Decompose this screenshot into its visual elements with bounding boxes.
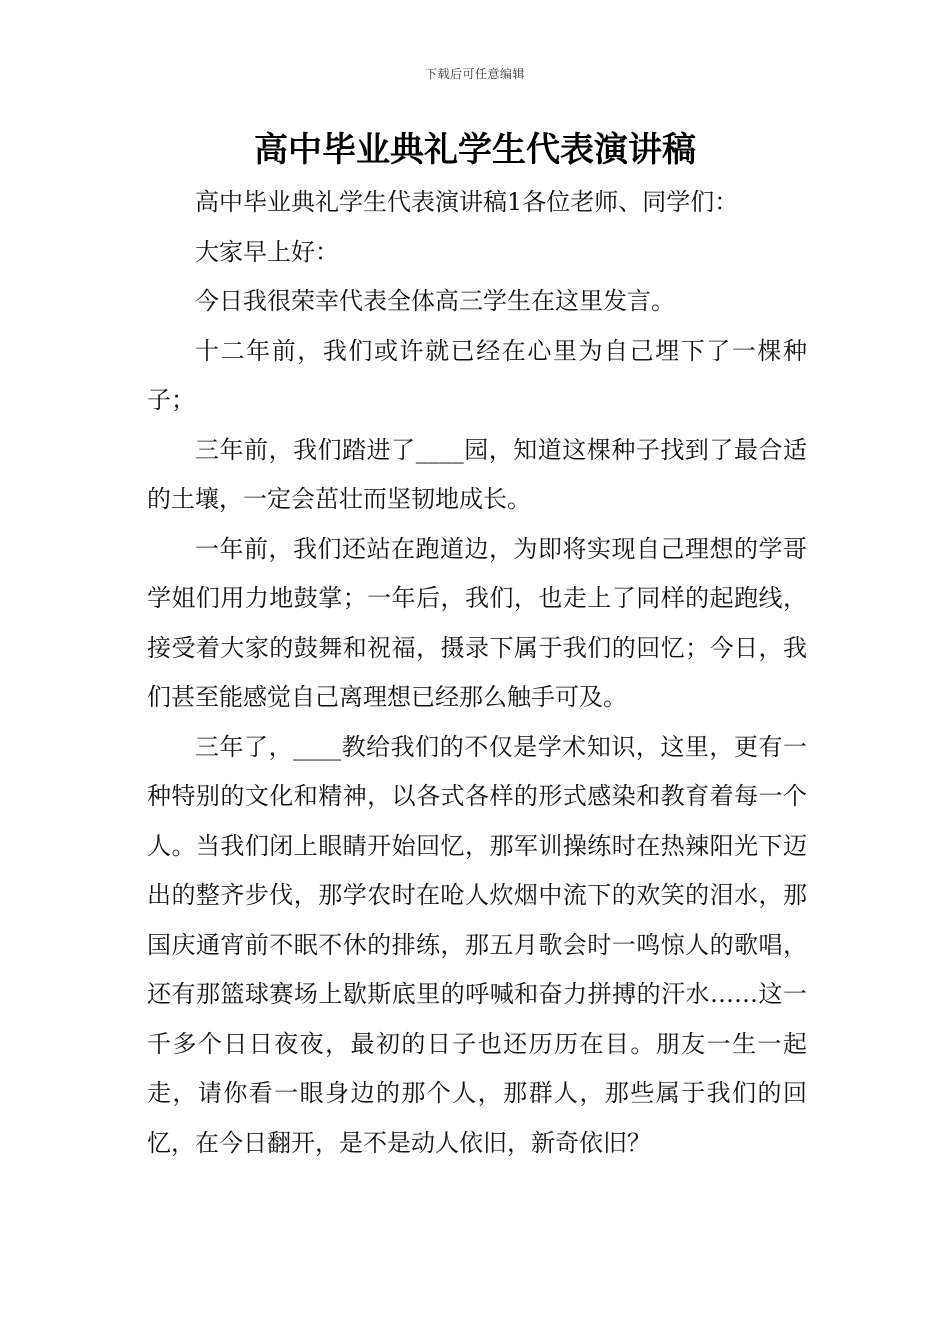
paragraph: 一年前，我们还站在跑道边，为即将实现自己理想的学哥学姐们用力地鼓掌；一年后，我们，也走上了同样的起跑线，接受着大家的鼓舞和祝福，摄录下属于我们的回忆；今日，我们甚至能感觉自己离理想已经那么触手可及。 (147, 534, 807, 711)
document-title: 高中毕业典礼学生代表演讲稿 (254, 130, 696, 170)
paragraph: 大家早上好： (195, 237, 339, 266)
paragraph: 十二年前，我们或许就已经在心里为自己埋下了一棵种子； (147, 336, 807, 414)
paragraph: 今日我很荣幸代表全体高三学生在这里发言。 (195, 287, 675, 315)
paragraph: 高中毕业典礼学生代表演讲稿1各位老师、同学们： (195, 188, 739, 216)
paragraph: 三年前，我们踏进了____园，知道这棵种子找到了最合适的土壤，一定会茁壮而坚韧地成长。 (147, 435, 807, 513)
document-body (147, 178, 807, 1168)
header-note: 下载后可任意编辑 (424, 67, 525, 81)
paragraph: 三年了，____教给我们的不仅是学术知识，这里，更有一种特别的文化和精神，以各式各样的形式感染和教育着每一个人。当我们闭上眼睛开始回忆，那军训操练时在热辣阳光下迈出的整齐步伐，那学农时在呛人炊烟中流下的欢笑的泪水，那国庆通宵前不眠不休的排练，那五月歌会时一鸣惊人的歌唱，还有那篮球赛场上歇斯底里的呼喊和奋力拼搏的汗水……这一千多个日日夜夜，最初的日子也还历历在目。朋友一生一起走，请你看一眼身边的那个人，那群人，那些属于我们的回忆，在今日翻开，是不是动人依旧，新奇依旧？ (147, 732, 807, 1157)
